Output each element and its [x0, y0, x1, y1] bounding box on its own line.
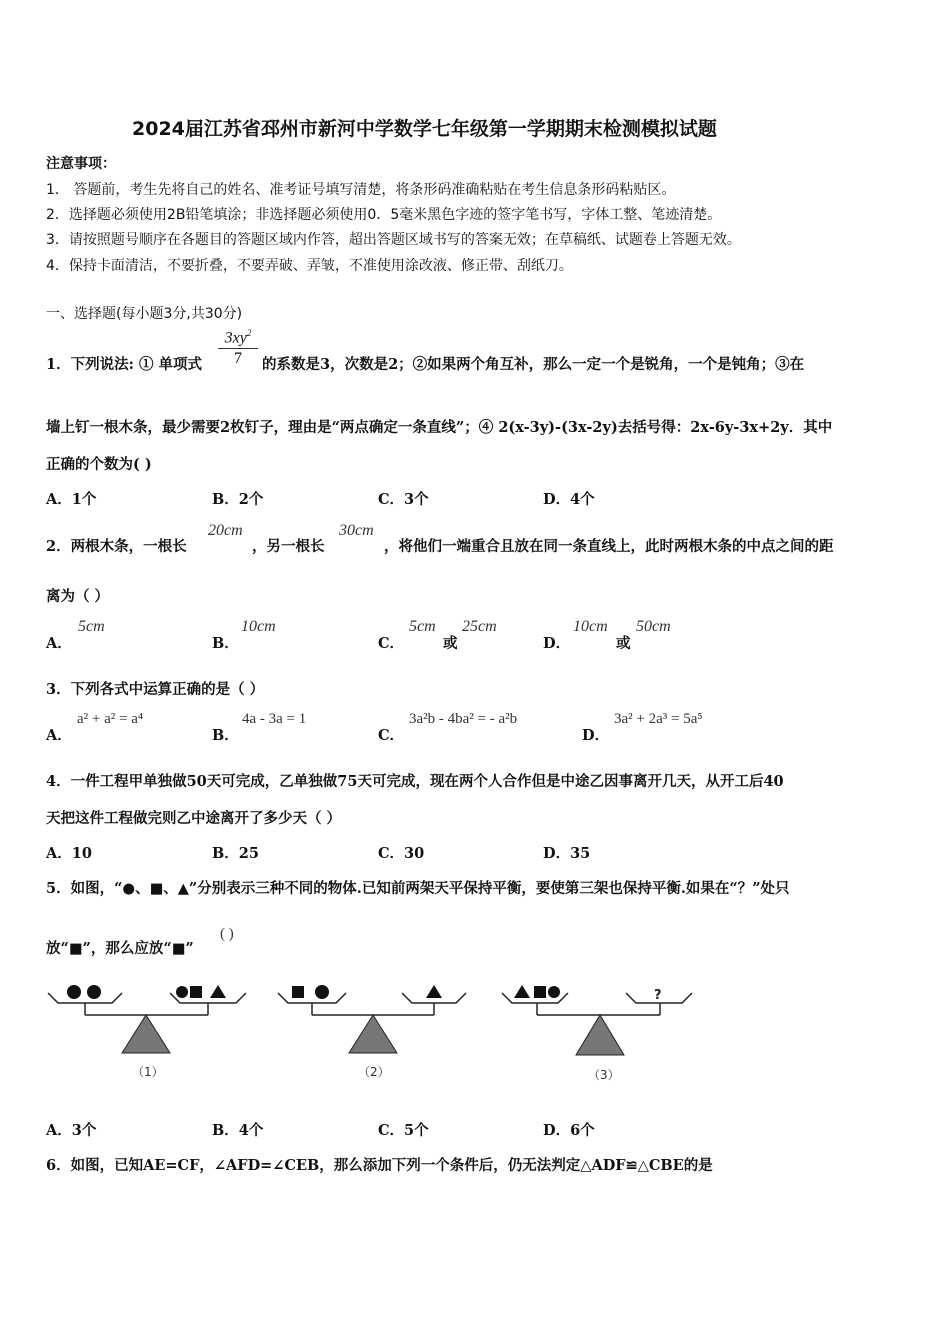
q1-frac-sup: 2 [246, 328, 252, 338]
q3-option-b-expr: 4a - 3a = 1 [242, 711, 307, 727]
note-item: 2．选择题必须使用2B铅笔填涂；非选择题必须使用0．5毫米黑色字迹的签字笔书写，字体工整、笔迹清楚。 [46, 207, 722, 223]
q1-stem-line3: 正确的个数为( ) [46, 456, 152, 473]
q1-fraction [218, 328, 258, 368]
q2-option-c-value1: 5cm [409, 618, 436, 635]
square-icon [534, 986, 546, 998]
question-mark: ? [654, 988, 662, 1003]
scale-label-3: （3） [588, 1068, 620, 1082]
q2-option-b-label[interactable]: B． [212, 635, 239, 652]
note-item: 3．请按照题号顺序在各题目的答题区域内作答，超出答题区域书写的答案无效；在草稿纸、试题卷上答题无效。 [46, 232, 741, 248]
q5-option-b[interactable]: B．4个 [212, 1122, 264, 1139]
q5-stem-line1: 5．如图，“●、■、▲”分别表示三种不同的物体.已知前两架天平保持平衡，要使第三架也保持平衡.如果在“？”处只 [46, 880, 790, 897]
balance-scale-3 [502, 985, 692, 1055]
notes-heading: 注意事项： [46, 156, 116, 172]
q3-option-a-label[interactable]: A． [46, 727, 72, 744]
q2-option-c-or: 或 [443, 635, 458, 652]
q4-option-d[interactable]: D．35 [543, 845, 591, 862]
q1-option-d[interactable]: D．4个 [543, 491, 595, 508]
square-icon [190, 986, 202, 998]
fulcrum [576, 1015, 624, 1055]
q2-option-b-value: 10cm [241, 618, 276, 635]
q2-stem-line2: 离为（ ） [46, 588, 110, 605]
q2-stem-part1: 2．两根木条，一根长 [46, 538, 187, 555]
q3-option-b-label[interactable]: B． [212, 727, 239, 744]
fulcrum [349, 1015, 397, 1053]
q5-option-d[interactable]: D．6个 [543, 1122, 595, 1139]
q4-option-c[interactable]: C．30 [378, 845, 425, 862]
q1-frac-numerator: 3xy [224, 329, 247, 347]
q3-option-c-expr: 3a²b - 4ba² = - a²b [409, 711, 518, 727]
triangle-icon [426, 985, 442, 998]
triangle-icon [514, 985, 530, 998]
q6-stem-line1: 6．如图，已知AE=CF，∠AFD=∠CEB，那么添加下列一个条件后，仍无法判定△ADF≌△CBE的是 [46, 1157, 713, 1174]
q2-option-a-label[interactable]: A． [46, 635, 72, 652]
fulcrum [122, 1015, 170, 1053]
circle-icon [176, 986, 188, 998]
q4-option-a[interactable]: A．10 [46, 845, 92, 862]
circle-icon [67, 985, 81, 999]
balance-scale-2 [278, 985, 466, 1053]
q4-option-b[interactable]: B．25 [212, 845, 259, 862]
triangle-icon [210, 985, 226, 998]
q2-option-c-label[interactable]: C． [378, 635, 405, 652]
q5-option-c[interactable]: C．5个 [378, 1122, 429, 1139]
circle-icon [315, 985, 329, 999]
q4-stem-line2: 天把这件工程做完则乙中途离开了多少天（ ） [46, 810, 342, 827]
q2-length-1: 20cm [208, 522, 243, 539]
q3-option-d-expr: 3a² + 2a³ = 5a⁵ [614, 711, 703, 727]
q2-option-d-value1: 10cm [573, 618, 608, 635]
circle-icon [548, 986, 560, 998]
q2-option-d-or: 或 [616, 635, 631, 652]
q2-option-c-value2: 25cm [462, 618, 497, 635]
balance-scale-1 [48, 985, 246, 1053]
page-title: 2024届江苏省邳州市新河中学数学七年级第一学期期末检测模拟试题 [132, 118, 717, 140]
q2-option-d-label[interactable]: D． [543, 635, 571, 652]
q1-stem-part1: 1．下列说法: ① 单项式 [46, 356, 203, 373]
q2-stem-part2: ，另一根长 [252, 538, 325, 555]
q3-option-c-label[interactable]: C． [378, 727, 405, 744]
scale-label-2: （2） [358, 1065, 390, 1079]
q3-option-a-expr: a² + a² = a⁴ [77, 711, 144, 727]
q1-stem-line2: 墙上钉一根木条，最少需要2枚钉子，理由是“两点确定一条直线”；④ 2(x-3y)-(3x-2y)去括号得：2x-6y-3x+2y．其中 [46, 419, 833, 436]
q1-option-c[interactable]: C．3个 [378, 491, 429, 508]
q1-option-b[interactable]: B．2个 [212, 491, 264, 508]
section-heading: 一、选择题(每小题3分,共30分) [46, 306, 243, 322]
q5-answer-paren: ( ) [220, 926, 234, 942]
q4-stem-line1: 4．一件工程甲单独做50天可完成，乙单独做75天可完成，现在两个人合作但是中途乙因事离开几天，从开工后40 [46, 773, 784, 790]
q2-stem-part3: ，将他们一端重合且放在同一条直线上，此时两根木条的中点之间的距 [384, 538, 834, 555]
scale-label-1: （1） [132, 1065, 164, 1079]
note-item: 1． 答题前，考生先将自己的姓名、准考证号填写清楚，将条形码准确粘贴在考生信息条形码粘贴区。 [46, 182, 676, 198]
square-icon [292, 986, 304, 998]
q1-stem-part2: 的系数是3，次数是2；②如果两个角互补，那么一定一个是锐角，一个是钝角；③在 [262, 356, 805, 373]
note-item: 4．保持卡面清洁，不要折叠，不要弄破、弄皱，不准使用涂改液、修正带、刮纸刀。 [46, 258, 573, 274]
q3-option-d-label[interactable]: D． [582, 727, 610, 744]
q2-option-d-value2: 50cm [636, 618, 671, 635]
q5-stem-line2: 放“■”，那么应放“■” [46, 940, 194, 957]
q5-option-a[interactable]: A．3个 [46, 1122, 97, 1139]
q1-option-a[interactable]: A．1个 [46, 491, 97, 508]
q3-stem: 3．下列各式中运算正确的是（ ） [46, 681, 265, 698]
q2-option-a-value: 5cm [78, 618, 105, 635]
circle-icon [87, 985, 101, 999]
q1-frac-denominator: 7 [234, 350, 242, 368]
q2-length-2: 30cm [339, 522, 374, 539]
